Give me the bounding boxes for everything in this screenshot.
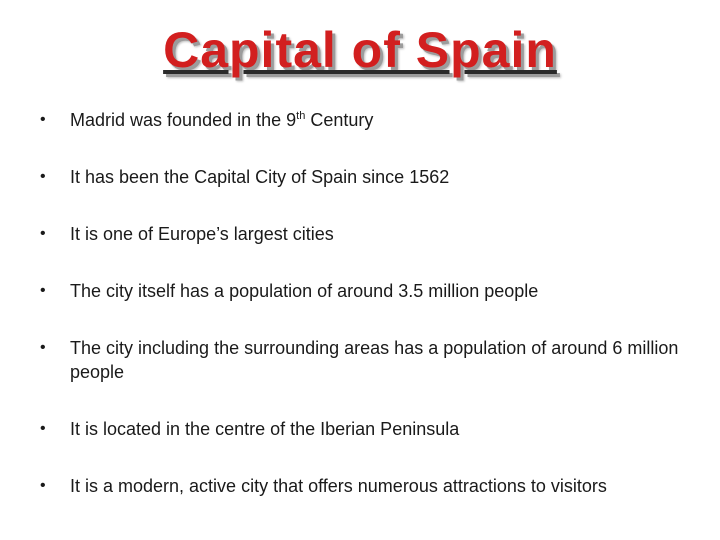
bullet-icon: •	[40, 225, 46, 242]
bullet-text: It is one of Europe’s largest cities	[70, 224, 334, 244]
slide-title: Capital of Spain	[163, 22, 557, 78]
bullet-text-main: Madrid was founded in the 9	[70, 110, 297, 130]
bullet-icon: •	[40, 477, 46, 494]
bullet-icon: •	[40, 420, 46, 437]
bullet-icon: •	[40, 168, 46, 185]
bullet-icon: •	[40, 339, 46, 356]
bullet-text: The city itself has a population of around 3.5 million people	[70, 281, 539, 301]
bullet-item-location	[40, 417, 690, 441]
bullet-text-superscript: th	[296, 110, 306, 122]
bullet-text-tail: Century	[305, 110, 374, 130]
bullet-text: It is located in the centre of the Iberian Peninsula	[70, 419, 460, 439]
bullet-icon: •	[40, 282, 46, 299]
bullet-item-metro-population	[40, 336, 690, 384]
bullet-item-capital-since	[40, 165, 690, 189]
bullet-icon: •	[40, 111, 46, 128]
bullet-item-attractions	[40, 474, 690, 498]
bullet-text: It has been the Capital City of Spain since 1562	[70, 167, 450, 187]
bullet-text: The city including the surrounding areas has a population of around 6 million people	[70, 338, 679, 382]
bullet-list	[40, 108, 690, 531]
bullet-text	[70, 110, 373, 130]
bullet-item-city-population	[40, 279, 690, 303]
bullet-item-founded	[40, 108, 690, 132]
bullet-text: It is a modern, active city that offers numerous attractions to visitors	[70, 476, 607, 496]
bullet-item-largest-cities	[40, 222, 690, 246]
